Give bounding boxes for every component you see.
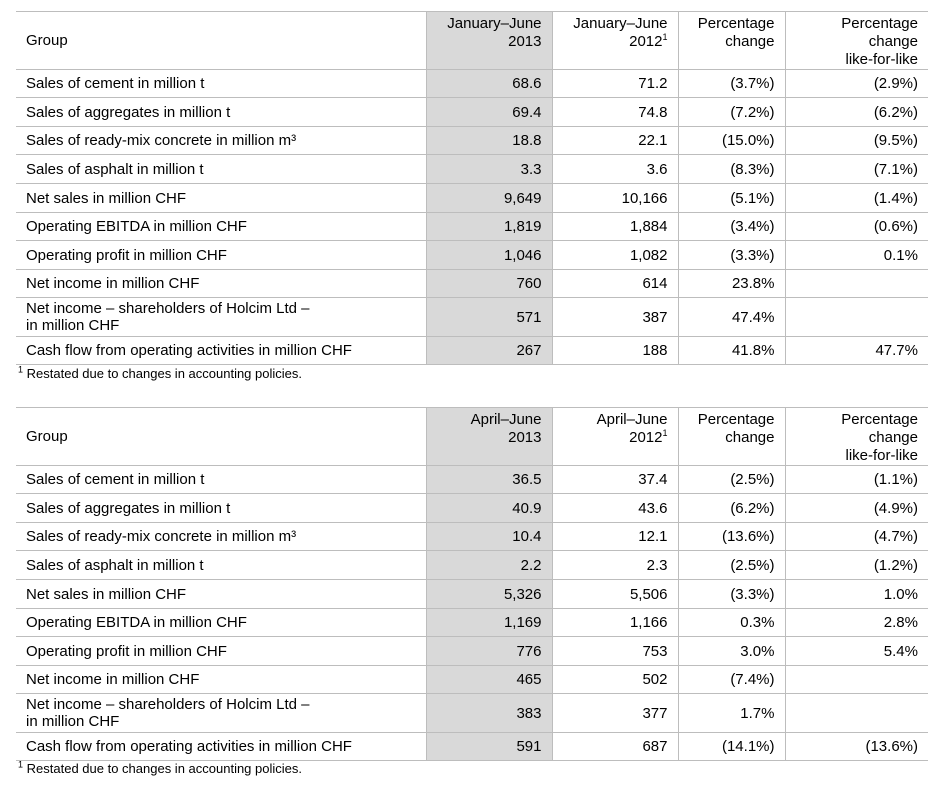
cell-change: (3.3%) <box>678 241 785 270</box>
row-label: Sales of asphalt in million t <box>26 160 204 178</box>
table-row <box>16 694 928 733</box>
cell-like-for-like: 2.8% <box>785 609 928 637</box>
column-header-percentage-change: Percentage change <box>678 408 785 466</box>
cell-change: (14.1%) <box>678 733 785 761</box>
cell-like-for-like: (9.5%) <box>785 127 928 155</box>
cell-change: (3.3%) <box>678 580 785 609</box>
column-header-prior-period: April–June 2012$^1$ <box>552 408 678 466</box>
row-label: Net sales in million CHF <box>26 189 187 207</box>
cell-prior: 10,166 <box>552 184 678 213</box>
column-header-group: Group <box>26 31 68 49</box>
column-header-like-for-like: Percentage change like-for-like <box>785 408 928 466</box>
cell-prior: 188 <box>552 337 678 365</box>
footnote: $^1$ Restated due to changes in accounting policies. <box>18 759 302 776</box>
row-label: Operating EBITDA in million CHF <box>26 218 247 235</box>
cell-like-for-like: (0.6%) <box>785 213 928 241</box>
cell-change: (8.3%) <box>678 155 785 184</box>
cell-current: 10.4 <box>426 523 552 551</box>
cell-like-for-like: 1.0% <box>785 580 928 609</box>
table-row <box>16 213 928 241</box>
table-row <box>16 523 928 551</box>
row-label: Cash flow from operating activities in million CHF <box>26 342 352 359</box>
cell-like-for-like <box>785 694 928 733</box>
cell-prior: 74.8 <box>552 98 678 127</box>
cell-change: (2.5%) <box>678 551 785 580</box>
column-header-prior-period: January–June 2012$^1$ <box>552 12 678 70</box>
cell-current: 1,046 <box>426 241 552 270</box>
cell-like-for-like: (1.2%) <box>785 551 928 580</box>
cell-prior: 753 <box>552 637 678 666</box>
cell-change: 23.8% <box>678 270 785 298</box>
cell-current: 465 <box>426 666 552 694</box>
table-row <box>16 637 928 666</box>
row-label: Net income – shareholders of Holcim Ltd – in million CHF <box>26 300 310 334</box>
cell-like-for-like: (6.2%) <box>785 98 928 127</box>
table-header-row <box>16 408 928 466</box>
row-label: Cash flow from operating activities in million CHF <box>26 738 352 755</box>
table-row <box>16 155 928 184</box>
cell-current: 267 <box>426 337 552 365</box>
cell-current: 36.5 <box>426 466 552 494</box>
row-label: Sales of ready-mix concrete in million m³ <box>26 132 297 149</box>
cell-prior: 5,506 <box>552 580 678 609</box>
row-label: Operating EBITDA in million CHF <box>26 614 247 631</box>
row-label: Sales of cement in million t <box>26 471 205 488</box>
row-label: Sales of cement in million t <box>26 75 205 92</box>
row-label: Net income – shareholders of Holcim Ltd – in million CHF <box>26 696 310 730</box>
cell-change: (5.1%) <box>678 184 785 213</box>
row-label: Sales of ready-mix concrete in million m³ <box>26 528 297 545</box>
table-header-row <box>16 12 928 70</box>
table-row <box>16 241 928 270</box>
column-header-percentage-change: Percentage change <box>678 12 785 70</box>
cell-current: 2.2 <box>426 551 552 580</box>
row-label: Sales of aggregates in million t <box>26 499 231 517</box>
row-label: Operating profit in million CHF <box>26 642 227 660</box>
cell-current: 18.8 <box>426 127 552 155</box>
cell-change: (7.2%) <box>678 98 785 127</box>
table-row <box>16 666 928 694</box>
cell-current: 1,169 <box>426 609 552 637</box>
table-row <box>16 466 928 494</box>
cell-prior: 387 <box>552 298 678 337</box>
table-row <box>16 98 928 127</box>
table-row <box>16 270 928 298</box>
cell-current: 68.6 <box>426 70 552 98</box>
cell-prior: 377 <box>552 694 678 733</box>
cell-change: 41.8% <box>678 337 785 365</box>
table-row <box>16 70 928 98</box>
table-row <box>16 337 928 365</box>
cell-prior: 43.6 <box>552 494 678 523</box>
table-row <box>16 609 928 637</box>
column-header-current-period: April–June 2013 <box>426 408 552 466</box>
cell-change: 3.0% <box>678 637 785 666</box>
cell-current: 1,819 <box>426 213 552 241</box>
cell-prior: 687 <box>552 733 678 761</box>
table-row <box>16 551 928 580</box>
row-label: Net income in million CHF <box>26 671 200 688</box>
cell-prior: 3.6 <box>552 155 678 184</box>
cell-prior: 71.2 <box>552 70 678 98</box>
cell-prior: 1,082 <box>552 241 678 270</box>
cell-change: (13.6%) <box>678 523 785 551</box>
cell-prior: 614 <box>552 270 678 298</box>
cell-current: 9,649 <box>426 184 552 213</box>
row-label: Sales of asphalt in million t <box>26 556 204 574</box>
table-row <box>16 494 928 523</box>
cell-current: 5,326 <box>426 580 552 609</box>
cell-change: (2.5%) <box>678 466 785 494</box>
cell-prior: 502 <box>552 666 678 694</box>
cell-change: (3.7%) <box>678 70 785 98</box>
row-label: Operating profit in million CHF <box>26 246 227 264</box>
table-row <box>16 298 928 337</box>
footnote: $^1$ Restated due to changes in accounting policies. <box>18 364 302 381</box>
table-row <box>16 184 928 213</box>
cell-like-for-like: (4.9%) <box>785 494 928 523</box>
cell-like-for-like: (13.6%) <box>785 733 928 761</box>
cell-like-for-like <box>785 298 928 337</box>
cell-change: 0.3% <box>678 609 785 637</box>
cell-change: 47.4% <box>678 298 785 337</box>
cell-like-for-like <box>785 270 928 298</box>
cell-current: 776 <box>426 637 552 666</box>
cell-change: (6.2%) <box>678 494 785 523</box>
cell-change: 1.7% <box>678 694 785 733</box>
row-label: Net income in million CHF <box>26 275 200 292</box>
table-row <box>16 127 928 155</box>
quarter-table <box>16 407 928 761</box>
half-year-table <box>16 11 928 365</box>
cell-current: 571 <box>426 298 552 337</box>
cell-prior: 1,166 <box>552 609 678 637</box>
cell-current: 69.4 <box>426 98 552 127</box>
cell-change: (7.4%) <box>678 666 785 694</box>
cell-current: 591 <box>426 733 552 761</box>
table-row <box>16 580 928 609</box>
cell-current: 3.3 <box>426 155 552 184</box>
table-row <box>16 733 928 761</box>
cell-current: 760 <box>426 270 552 298</box>
cell-like-for-like: 47.7% <box>785 337 928 365</box>
cell-change: (3.4%) <box>678 213 785 241</box>
cell-like-for-like: 0.1% <box>785 241 928 270</box>
cell-like-for-like <box>785 666 928 694</box>
column-header-current-period: January–June 2013 <box>426 12 552 70</box>
column-header-group: Group <box>26 427 68 445</box>
cell-prior: 22.1 <box>552 127 678 155</box>
cell-prior: 1,884 <box>552 213 678 241</box>
row-label: Sales of aggregates in million t <box>26 103 231 121</box>
column-header-like-for-like: Percentage change like-for-like <box>785 12 928 70</box>
cell-like-for-like: 5.4% <box>785 637 928 666</box>
cell-prior: 12.1 <box>552 523 678 551</box>
cell-like-for-like: (1.1%) <box>785 466 928 494</box>
cell-like-for-like: (4.7%) <box>785 523 928 551</box>
cell-prior: 2.3 <box>552 551 678 580</box>
cell-current: 383 <box>426 694 552 733</box>
row-label: Net sales in million CHF <box>26 585 187 603</box>
cell-prior: 37.4 <box>552 466 678 494</box>
cell-like-for-like: (7.1%) <box>785 155 928 184</box>
cell-like-for-like: (1.4%) <box>785 184 928 213</box>
cell-current: 40.9 <box>426 494 552 523</box>
cell-like-for-like: (2.9%) <box>785 70 928 98</box>
cell-change: (15.0%) <box>678 127 785 155</box>
